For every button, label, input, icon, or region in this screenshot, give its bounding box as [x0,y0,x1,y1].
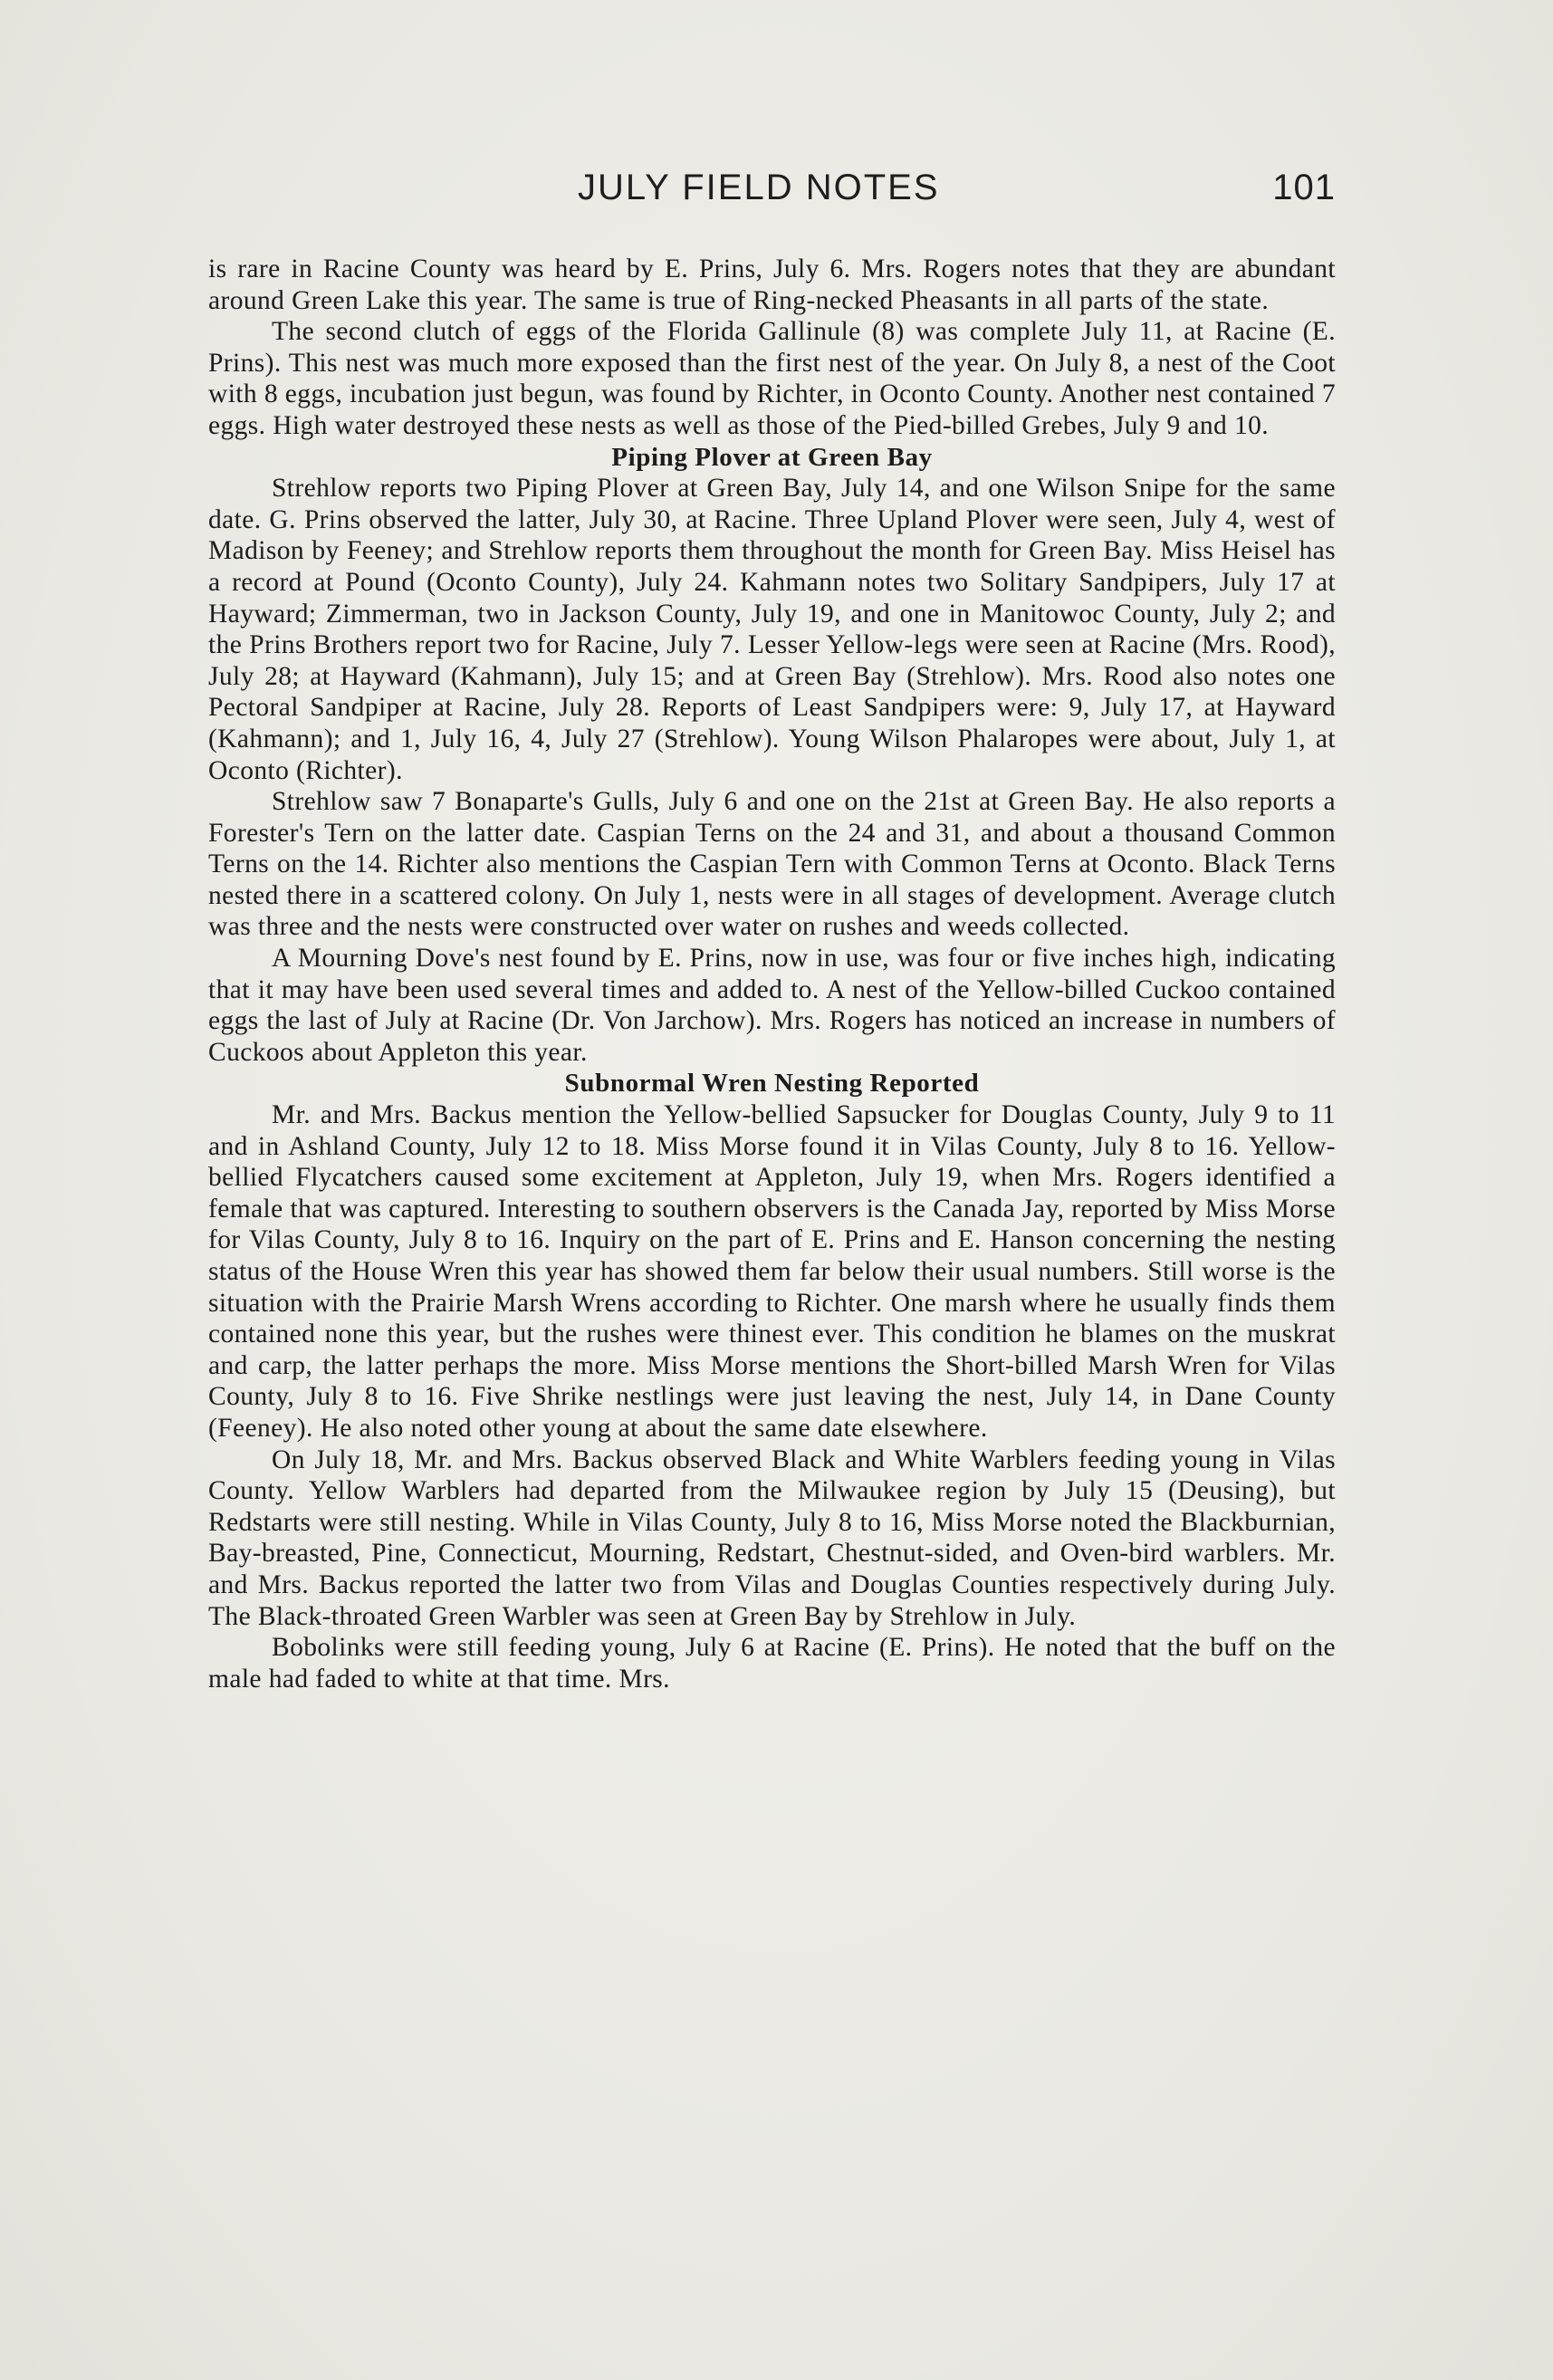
paragraph-gulls-terns: Strehlow saw 7 Bonaparte's Gulls, July 6 and one on the 21st at Green Bay. He also reports a Forester's Tern on the latter date. Caspian Terns on the 24 and 31, and about a thousand Common Terns on the 14. Richter also mentions the Caspian Tern with Common Terns at Oconto. Black Terns nested there in a scattered colony. On July 1, nests were in all stages of development. Average clutch was three and the nests were constructed over water on rushes and weeds collected. [208,787,1336,942]
body-text [208,254,1336,1694]
paragraph-shorebirds: Strehlow reports two Piping Plover at Green Bay, July 14, and one Wilson Snipe for the same date. G. Prins observed the latter, July 30, at Racine. Three Upland Plover were seen, July 4, west of Madison by Feeney; and Strehlow reports them throughout the month for Green Bay. Miss Heisel has a record at Pound (Oconto County), July 24. Kahmann notes two Solitary Sandpipers, July 17 at Hayward; Zimmerman, two in Jackson County, July 19, and one in Manitowoc County, July 2; and the Prins Brothers report two for Racine, July 7. Lesser Yellow-legs were seen at Racine (Mrs. Rood), July 28; at Hayward (Kahmann), July 15; and at Green Bay (Strehlow). Mrs. Rood also notes one Pectoral Sandpiper at Racine, July 28. Reports of Least Sandpipers were: 9, July 17, at Hayward (Kahmann); and 1, July 16, 4, July 27 (Strehlow). Young Wilson Phalaropes were about, July 1, at Oconto (Richter). [208,474,1336,785]
paragraph-continuation: is rare in Racine County was heard by E. Prins, July 6. Mrs. Rogers notes that they are abundant around Green Lake this year. The same is true of Ring-necked Pheasants in all parts of the state. [208,254,1336,315]
paragraph-bobolinks: Bobolinks were still feeding young, July 6 at Racine (E. Prins). He noted that the buff on the male had faded to white at that time. Mrs. [208,1633,1336,1694]
section-heading-piping-plover: Piping Plover at Green Bay [611,442,933,472]
section-heading-wren-nesting: Subnormal Wren Nesting Reported [564,1069,980,1099]
paragraph-dove-cuckoo: A Mourning Dove's nest found by E. Prins, now in use, was four or five inches high, indicating that it may have been used several times and added to. A nest of the Yellow-billed Cuckoo contained eggs the last of July at Racine (Dr. Von Jarchow). Mrs. Rogers has noticed an increase in numbers of Cuckoos about Appleton this year. [208,944,1336,1067]
running-title: JULY FIELD NOTES [578,168,940,207]
page-header [208,168,1336,222]
paragraph-florida-gallinule: The second clutch of eggs of the Florida Gallinule (8) was complete July 11, at Racine (E. Prins). This nest was much more exposed than the first nest of the year. On July 8, a nest of the Coot with 8 eggs, incubation just begun, was found by Richter, in Oconto County. Another nest contained 7 eggs. High water destroyed these nests as well as those of the Pied-billed Grebes, July 9 and 10. [208,317,1336,440]
page-number: 101 [1272,168,1336,207]
paragraph-sapsucker-wrens: Mr. and Mrs. Backus mention the Yellow-bellied Sapsucker for Douglas County, July 9 to 11 and in Ashland County, July 12 to 18. Miss Morse found it in Vilas County, July 8 to 16. Yellow-bellied Flycatchers caused some excitement at Appleton, July 19, when Mrs. Rogers identified a female that was captured. Interesting to southern observers is the Canada Jay, reported by Miss Morse for Vilas County, July 8 to 16. Inquiry on the part of E. Prins and E. Hanson concerning the nesting status of the House Wren this year has showed them far below their usual numbers. Still worse is the situation with the Prairie Marsh Wrens according to Richter. One marsh where he usually finds them contained none this year, but the rushes were thinest ever. This condition he blames on the muskrat and carp, the latter perhaps the more. Miss Morse mentions the Short-billed Marsh Wren for Vilas County, July 8 to 16. Five Shrike nestlings were just leaving the nest, July 14, in Dane County (Feeney). He also noted other young at about the same date elsewhere. [208,1100,1336,1443]
paragraph-warblers: On July 18, Mr. and Mrs. Backus observed Black and White Warblers feeding young in Vilas County. Yellow Warblers had departed from the Milwaukee region by July 15 (Deusing), but Redstarts were still nesting. While in Vilas County, July 8 to 16, Miss Morse noted the Blackburnian, Bay-breasted, Pine, Connecticut, Mourning, Redstart, Chestnut-sided, and Oven-bird warblers. Mr. and Mrs. Backus reported the latter two from Vilas and Douglas Counties respectively during July. The Black-throated Green Warbler was seen at Green Bay by Strehlow in July. [208,1444,1336,1631]
